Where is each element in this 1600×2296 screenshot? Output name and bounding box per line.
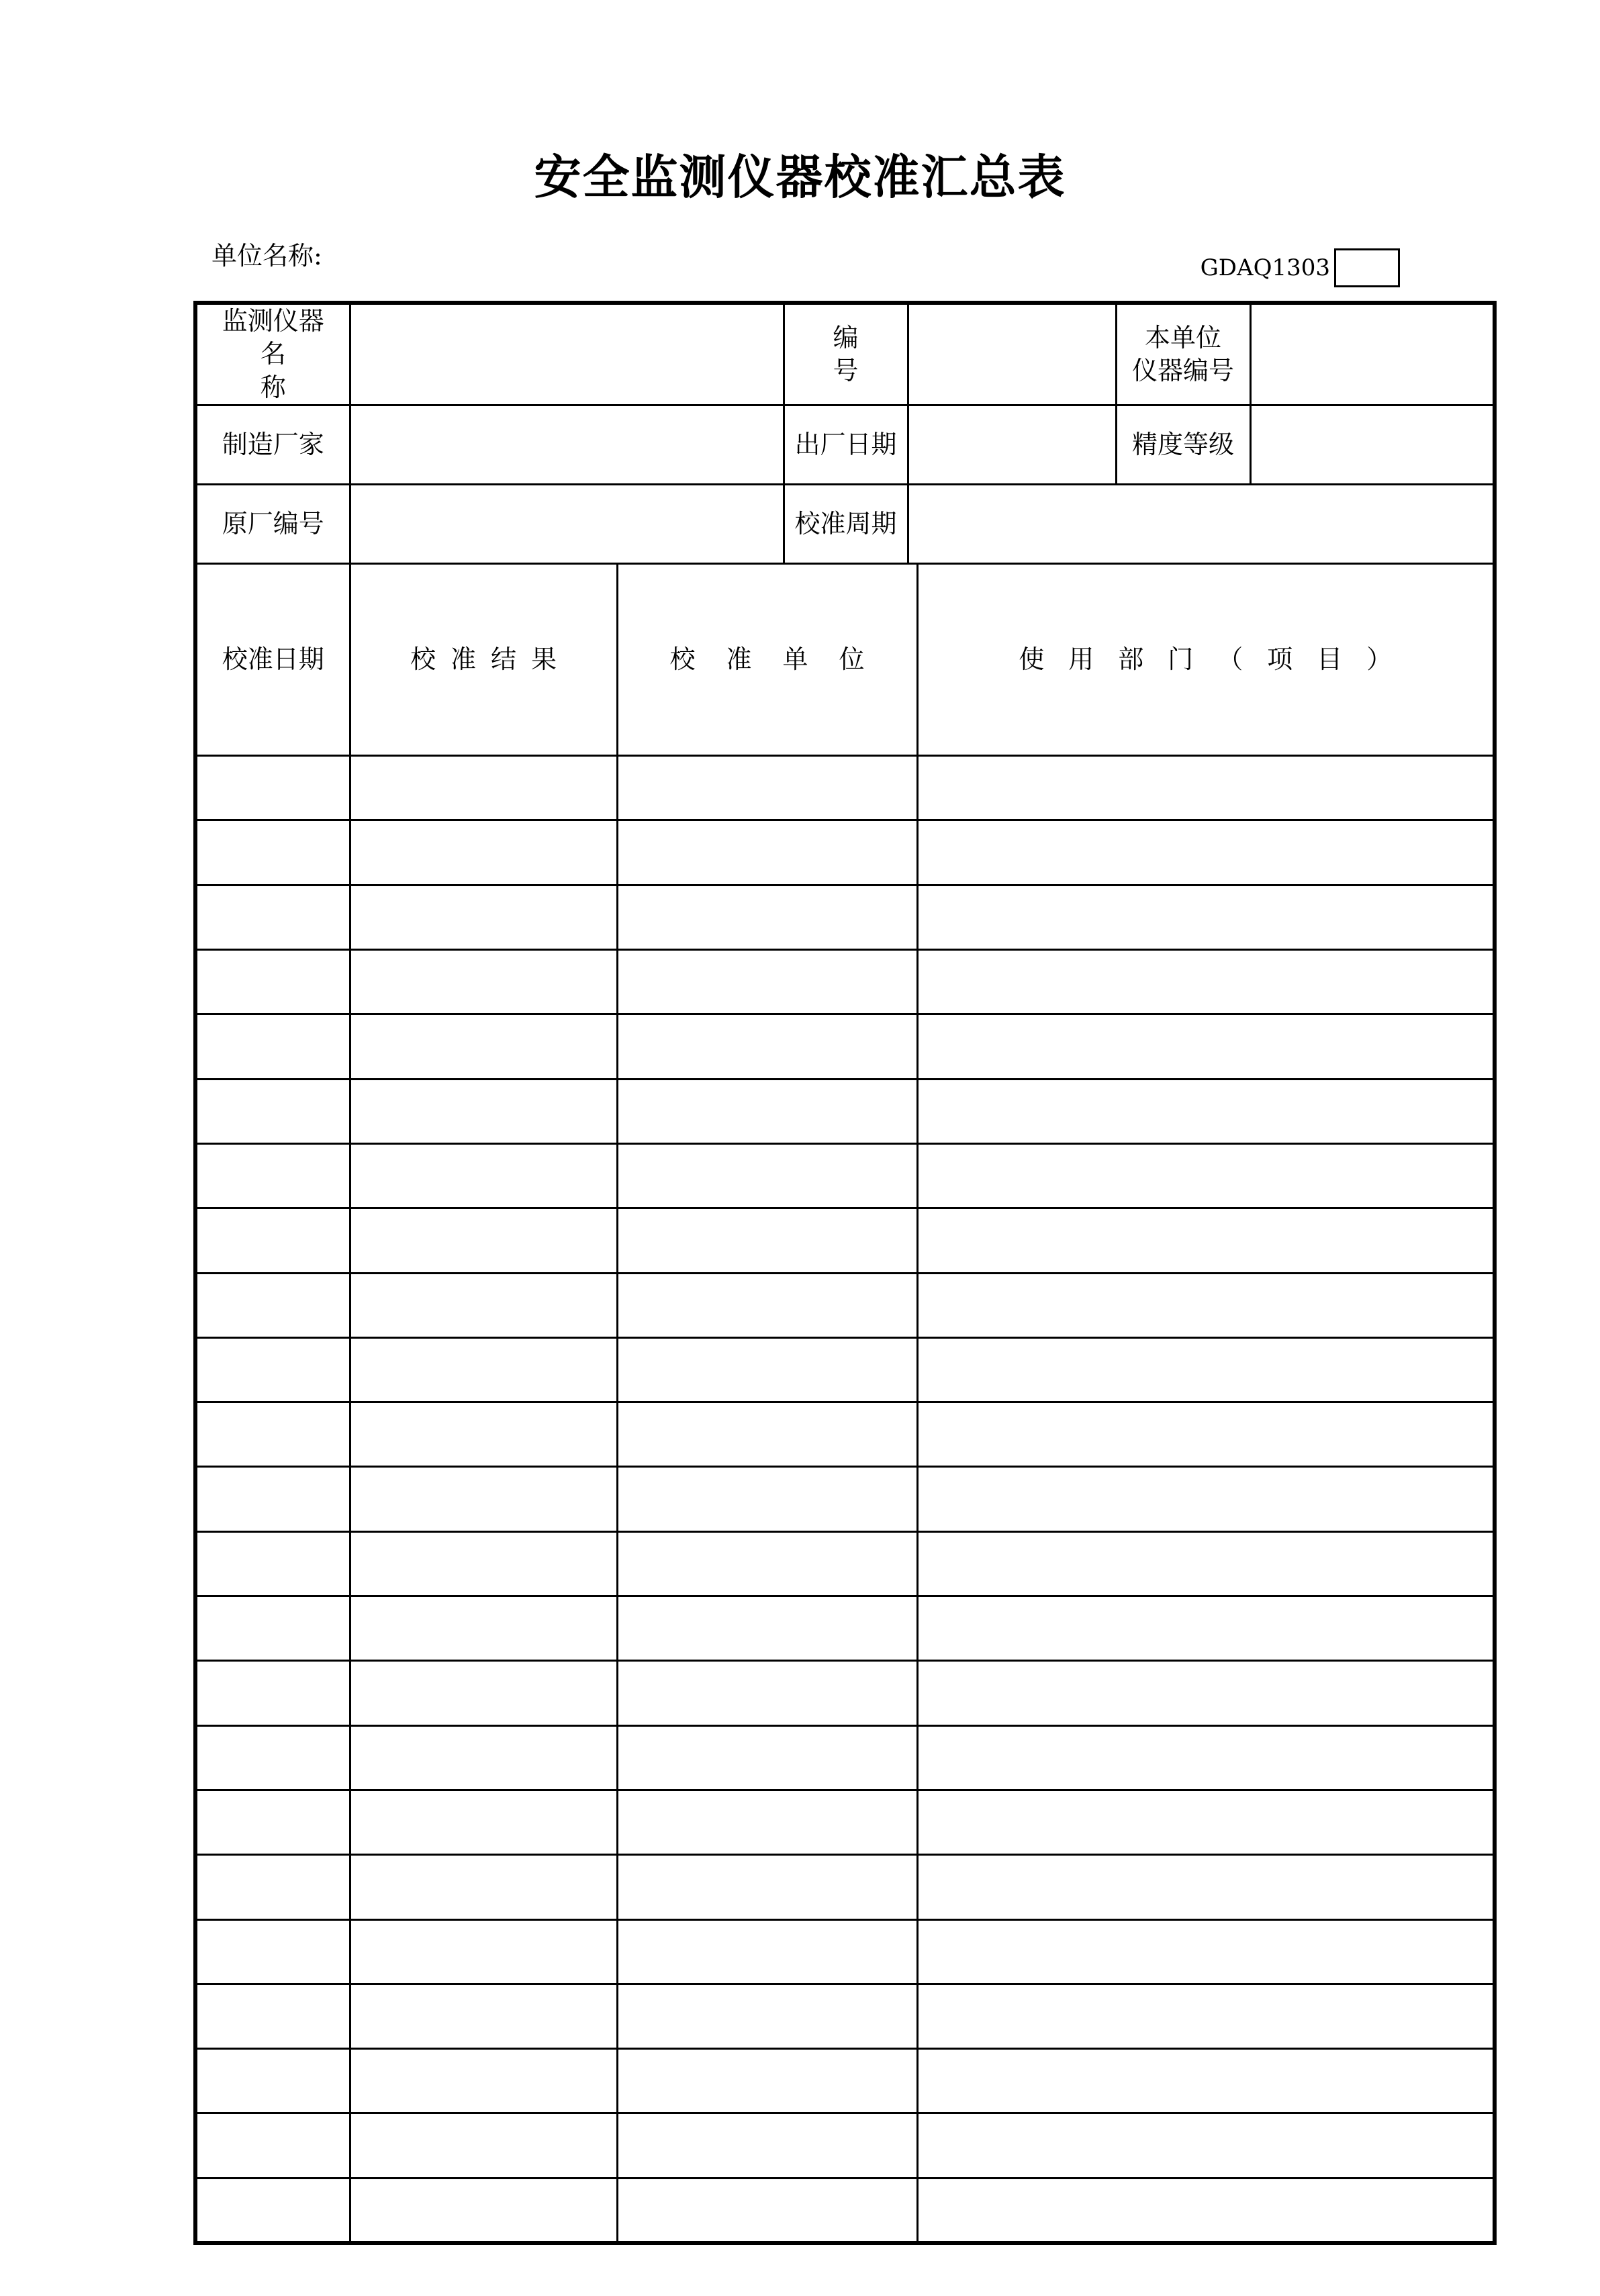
date-cell[interactable]: [195, 1337, 350, 1402]
date-cell[interactable]: [195, 1855, 350, 1919]
table-row: [195, 1208, 1495, 1273]
result-cell[interactable]: [350, 820, 617, 885]
date-cell[interactable]: [195, 2113, 350, 2178]
table-row: [195, 2178, 1495, 2242]
result-cell[interactable]: [350, 1984, 617, 2048]
unit-cell[interactable]: [617, 1467, 917, 1531]
unit-cell[interactable]: [617, 1014, 917, 1079]
result-cell[interactable]: [350, 1402, 617, 1467]
table-row: [195, 1855, 1495, 1919]
department-cell[interactable]: [917, 2049, 1495, 2113]
result-cell[interactable]: [350, 1596, 617, 1661]
department-cell[interactable]: [917, 885, 1495, 949]
unit-cell[interactable]: [617, 1661, 917, 1725]
department-cell[interactable]: [917, 1402, 1495, 1467]
date-cell[interactable]: [195, 1531, 350, 1596]
table-row: [195, 1661, 1495, 1725]
department-cell[interactable]: [917, 1467, 1495, 1531]
own-number-field[interactable]: [1250, 303, 1495, 405]
table-row: [195, 1337, 1495, 1402]
serial-label: 编号: [784, 303, 908, 405]
department-cell[interactable]: [917, 1919, 1495, 1984]
table-row: [195, 1402, 1495, 1467]
form-code-text: GDAQ1303: [1200, 254, 1330, 281]
department-cell[interactable]: [917, 1208, 1495, 1273]
table-row: [195, 1273, 1495, 1337]
table-row: [195, 1014, 1495, 1079]
date-cell[interactable]: [195, 1208, 350, 1273]
result-cell[interactable]: [350, 885, 617, 949]
date-cell[interactable]: [195, 2049, 350, 2113]
unit-cell[interactable]: [617, 1790, 917, 1854]
calibration-table: [193, 301, 1497, 2245]
manufacturer-label: 制造厂家: [195, 405, 350, 485]
date-cell[interactable]: [195, 1143, 350, 1208]
unit-cell[interactable]: [617, 2113, 917, 2178]
date-cell[interactable]: [195, 1402, 350, 1467]
result-cell[interactable]: [350, 1467, 617, 1531]
result-cell[interactable]: [350, 1273, 617, 1337]
unit-cell[interactable]: [617, 1984, 917, 2048]
department-cell[interactable]: [917, 756, 1495, 820]
table-row: [195, 2049, 1495, 2113]
date-cell[interactable]: [195, 1725, 350, 1790]
department-cell[interactable]: [917, 1273, 1495, 1337]
result-cell[interactable]: [350, 1855, 617, 1919]
result-cell[interactable]: [350, 1143, 617, 1208]
result-cell[interactable]: [350, 1919, 617, 1984]
data-rows: [195, 756, 1495, 2243]
table-row: [195, 950, 1495, 1014]
result-cell[interactable]: [350, 2049, 617, 2113]
accuracy-field[interactable]: [1250, 405, 1495, 485]
table-row: [195, 1725, 1495, 1790]
unit-cell[interactable]: [617, 950, 917, 1014]
column-header-unit: 校准单位: [617, 564, 917, 756]
department-cell[interactable]: [917, 1661, 1495, 1725]
result-cell[interactable]: [350, 2113, 617, 2178]
date-cell[interactable]: [195, 885, 350, 949]
date-cell[interactable]: [195, 1467, 350, 1531]
date-cell[interactable]: [195, 1596, 350, 1661]
unit-cell[interactable]: [617, 1402, 917, 1467]
unit-cell[interactable]: [617, 1531, 917, 1596]
date-cell[interactable]: [195, 1661, 350, 1725]
result-cell[interactable]: [350, 1079, 617, 1143]
result-cell[interactable]: [350, 1790, 617, 1854]
department-cell[interactable]: [917, 1984, 1495, 2048]
unit-cell[interactable]: [617, 1337, 917, 1402]
date-cell[interactable]: [195, 1079, 350, 1143]
column-header-date: 校准日期: [195, 564, 350, 756]
unit-cell[interactable]: [617, 885, 917, 949]
table-row: [195, 2113, 1495, 2178]
department-cell[interactable]: [917, 1143, 1495, 1208]
unit-cell[interactable]: [617, 1079, 917, 1143]
production-date-field[interactable]: [908, 405, 1116, 485]
form-code: [1201, 248, 1400, 287]
unit-cell[interactable]: [617, 2178, 917, 2242]
table-row: [195, 1143, 1495, 1208]
production-date-label: 出厂日期: [784, 405, 908, 485]
page-title: 安全监测仪器校准汇总表: [534, 150, 1066, 205]
unit-cell[interactable]: [617, 2049, 917, 2113]
unit-cell[interactable]: [617, 1596, 917, 1661]
result-cell[interactable]: [350, 1531, 617, 1596]
date-cell[interactable]: [195, 1273, 350, 1337]
result-cell[interactable]: [350, 756, 617, 820]
result-cell[interactable]: [350, 950, 617, 1014]
unit-cell[interactable]: [617, 1143, 917, 1208]
accuracy-label: 精度等级: [1116, 405, 1250, 485]
department-cell[interactable]: [917, 1790, 1495, 1854]
department-cell[interactable]: [917, 1079, 1495, 1143]
date-cell[interactable]: [195, 1919, 350, 1984]
calibration-cycle-field[interactable]: [908, 485, 1495, 564]
date-cell[interactable]: [195, 1790, 350, 1854]
table-row: [195, 1596, 1495, 1661]
table-row: [195, 1467, 1495, 1531]
result-cell[interactable]: [350, 1014, 617, 1079]
unit-name-label: 单位名称:: [211, 241, 322, 271]
department-cell[interactable]: [917, 1596, 1495, 1661]
department-cell[interactable]: [917, 820, 1495, 885]
department-cell[interactable]: [917, 950, 1495, 1014]
form-code-box[interactable]: [1334, 248, 1400, 287]
own-number-label: 本单位 仪器编号: [1116, 303, 1250, 405]
column-header-result: 校准结果: [350, 564, 617, 756]
table-row: [195, 1790, 1495, 1854]
result-cell[interactable]: [350, 2178, 617, 2242]
result-cell[interactable]: [350, 1337, 617, 1402]
table-row: [195, 820, 1495, 885]
date-cell[interactable]: [195, 2178, 350, 2242]
instrument-name-label: 监测仪器 名称: [195, 303, 350, 405]
department-cell[interactable]: [917, 1337, 1495, 1402]
unit-cell[interactable]: [617, 1208, 917, 1273]
department-cell[interactable]: [917, 2113, 1495, 2178]
date-cell[interactable]: [195, 1014, 350, 1079]
date-cell[interactable]: [195, 820, 350, 885]
table-row: [195, 756, 1495, 820]
unit-cell[interactable]: [617, 1855, 917, 1919]
date-cell[interactable]: [195, 1984, 350, 2048]
unit-cell[interactable]: [617, 820, 917, 885]
table-row: [195, 1984, 1495, 2048]
factory-number-field[interactable]: [350, 485, 784, 564]
unit-cell[interactable]: [617, 1919, 917, 1984]
department-cell[interactable]: [917, 1855, 1495, 1919]
department-cell[interactable]: [917, 1531, 1495, 1596]
date-cell[interactable]: [195, 756, 350, 820]
department-cell[interactable]: [917, 1014, 1495, 1079]
table-row: [195, 1919, 1495, 1984]
factory-number-label: 原厂编号: [195, 485, 350, 564]
date-cell[interactable]: [195, 950, 350, 1014]
unit-cell[interactable]: [617, 756, 917, 820]
calibration-cycle-label: 校准周期: [784, 485, 908, 564]
result-cell[interactable]: [350, 1208, 617, 1273]
instrument-name-field[interactable]: [350, 303, 784, 405]
column-header-department: 使用部门（项目）: [917, 564, 1495, 756]
department-cell[interactable]: [917, 2178, 1495, 2242]
result-cell[interactable]: [350, 1725, 617, 1790]
table-row: [195, 1079, 1495, 1143]
serial-field[interactable]: [908, 303, 1116, 405]
department-cell[interactable]: [917, 1725, 1495, 1790]
unit-cell[interactable]: [617, 1725, 917, 1790]
manufacturer-field[interactable]: [350, 405, 784, 485]
table-row: [195, 885, 1495, 949]
result-cell[interactable]: [350, 1661, 617, 1725]
table-row: [195, 1531, 1495, 1596]
unit-cell[interactable]: [617, 1273, 917, 1337]
